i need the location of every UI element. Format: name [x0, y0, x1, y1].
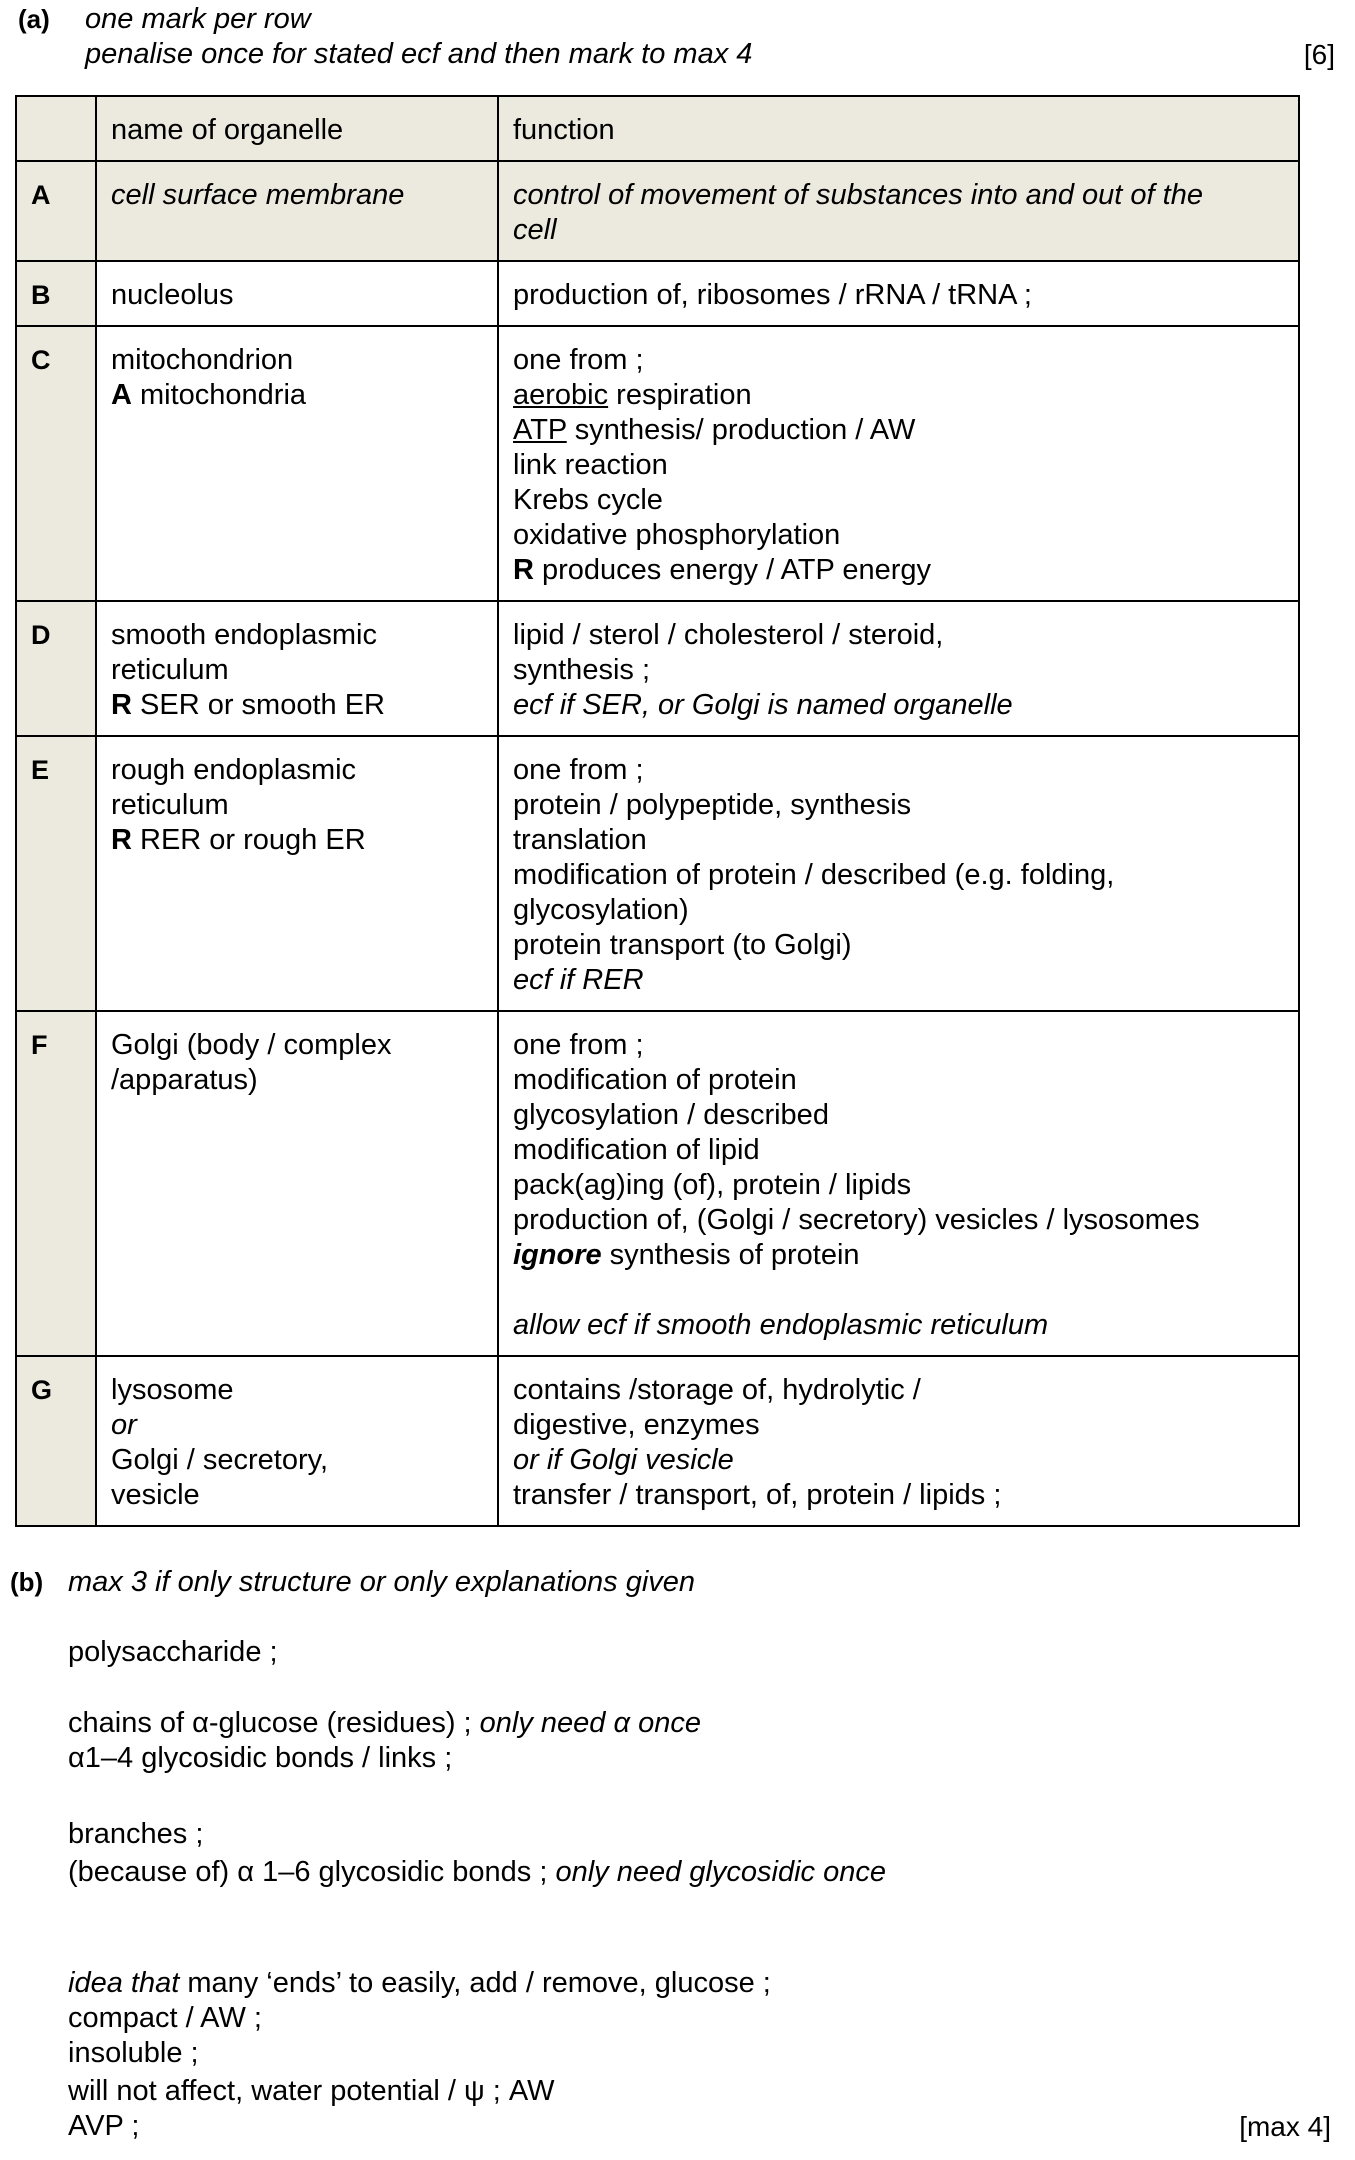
cell-line — [111, 178, 483, 213]
cell-line — [513, 1028, 1284, 1063]
cell-text: control of movement of substances into and out of the — [513, 179, 1203, 211]
cell-text: translation — [513, 824, 647, 856]
cell-text: cell — [513, 214, 557, 246]
row-letter: D — [16, 601, 96, 736]
organelle-name-cell — [96, 1011, 498, 1356]
organelle-name-cell — [96, 326, 498, 601]
cell-text: digestive, enzymes — [513, 1409, 760, 1441]
cell-text: rough endoplasmic — [111, 754, 357, 786]
cell-text: nucleolus — [111, 279, 234, 311]
cell-text: glycosylation) — [513, 894, 689, 926]
table-row-f — [16, 1011, 1299, 1356]
row-letter: F — [16, 1011, 96, 1356]
emphasis-bold: R — [111, 689, 132, 721]
cell-line — [111, 653, 483, 688]
cell-line — [111, 618, 483, 653]
cell-line — [513, 213, 1284, 248]
cell-text: mitochondria — [131, 379, 307, 411]
organelle-name-cell — [96, 601, 498, 736]
cell-text: reticulum — [111, 654, 229, 686]
cell-text: Golgi (body / complex — [111, 1029, 392, 1061]
table-row-g — [16, 1356, 1299, 1526]
cell-line — [111, 753, 483, 788]
cell-line — [513, 178, 1284, 213]
answer-alpha-1-4: α1–4 glycosidic bonds / links ; — [68, 1742, 453, 1774]
answer-alpha-glucose: chains of α-glucose (residues) ; only need α once — [68, 1707, 701, 1739]
answer-insoluble: insoluble ; — [68, 2037, 199, 2069]
cell-line — [513, 1133, 1284, 1168]
cell-line — [513, 688, 1284, 723]
cell-line — [513, 518, 1284, 553]
function-cell — [498, 261, 1299, 326]
cell-line — [513, 1098, 1284, 1133]
cell-line — [513, 1408, 1284, 1443]
cell-text: modification of protein / described (e.g. folding, — [513, 859, 1115, 891]
organelle-name-cell — [96, 161, 498, 261]
emphasis-bold-italic: ignore — [513, 1239, 602, 1271]
cell-line — [513, 963, 1284, 998]
cell-text: Golgi / secretory, — [111, 1444, 329, 1476]
cell-line — [513, 1238, 1284, 1273]
cell-line — [513, 1168, 1284, 1203]
cell-text: smooth endoplasmic — [111, 619, 377, 651]
organelle-name-cell — [96, 1356, 498, 1526]
cell-text: SER or smooth ER — [131, 689, 385, 721]
emphasis-underline: ATP — [513, 414, 567, 446]
part-b-marks: [max 4] — [1239, 2111, 1331, 2142]
cell-line — [513, 823, 1284, 858]
part-b-note: max 3 if only structure or only explanations given — [68, 1566, 696, 1598]
answer-many-ends: idea that many ‘ends’ to easily, add / remove, glucose ; — [68, 1967, 771, 1999]
part-a-marks: [6] — [1303, 39, 1335, 70]
cell-text: ecf if RER — [513, 964, 644, 996]
answer-alpha-1-6: (because of) α 1–6 glycosidic bonds ; only need glycosidic once — [68, 1856, 886, 1888]
organelle-table — [15, 95, 1300, 1527]
cell-line — [513, 553, 1284, 588]
cell-line — [111, 1478, 483, 1513]
cell-line — [513, 378, 1284, 413]
cell-text: produces energy / ATP energy — [533, 554, 932, 586]
cell-line — [111, 823, 483, 858]
part-a-note-2: penalise once for stated ecf and then mark to max 4 — [85, 38, 753, 70]
cell-text: allow ecf if smooth endoplasmic reticulum — [513, 1309, 1049, 1341]
cell-text: oxidative phosphorylation — [513, 519, 841, 551]
table-row-a — [16, 161, 1299, 261]
cell-text: production of, (Golgi / secretory) vesicles / lysosomes — [513, 1204, 1200, 1236]
function-cell — [498, 1356, 1299, 1526]
cell-text: production of, ribosomes / rRNA / tRNA ; — [513, 279, 1032, 311]
table-row-c — [16, 326, 1299, 601]
cell-line — [111, 688, 483, 723]
answer-compact: compact / AW ; — [68, 2002, 262, 2034]
cell-line — [513, 343, 1284, 378]
table-header-row — [16, 96, 1299, 161]
cell-line — [513, 653, 1284, 688]
cell-line — [111, 278, 483, 313]
cell-text: mitochondrion — [111, 344, 294, 376]
cell-text: Krebs cycle — [513, 484, 663, 516]
cell-line — [513, 278, 1284, 313]
organelle-name-cell — [96, 261, 498, 326]
cell-text: synthesis ; — [513, 654, 650, 686]
answer-water-potential: will not affect, water potential / ψ ; AW — [68, 2075, 555, 2107]
cell-text: transfer / transport, of, protein / lipids ; — [513, 1479, 1002, 1511]
answer-branches: branches ; — [68, 1818, 204, 1850]
part-b-label: (b) — [10, 1567, 44, 1597]
function-cell — [498, 1011, 1299, 1356]
organelle-name-cell — [96, 736, 498, 1011]
emphasis-underline: aerobic — [513, 379, 609, 411]
cell-line — [513, 1063, 1284, 1098]
cell-line — [111, 1063, 483, 1098]
cell-text: glycosylation / described — [513, 1099, 829, 1131]
cell-line — [513, 618, 1284, 653]
answer-polysaccharide: polysaccharide ; — [68, 1636, 278, 1668]
cell-line — [111, 343, 483, 378]
row-letter: G — [16, 1356, 96, 1526]
header-name: name of organelle — [96, 96, 498, 161]
cell-text: lysosome — [111, 1374, 234, 1406]
cell-text: one from ; — [513, 754, 644, 786]
answer-avp: AVP ; — [68, 2110, 140, 2142]
cell-text: respiration — [608, 379, 752, 411]
cell-line — [513, 893, 1284, 928]
function-cell — [498, 326, 1299, 601]
cell-line — [111, 378, 483, 413]
cell-line — [111, 1408, 483, 1443]
function-cell — [498, 601, 1299, 736]
row-letter: C — [16, 326, 96, 601]
cell-line — [513, 1373, 1284, 1408]
emphasis-bold: R — [513, 554, 534, 586]
cell-text: cell surface membrane — [111, 179, 405, 211]
cell-line — [513, 1443, 1284, 1478]
cell-text: reticulum — [111, 789, 229, 821]
cell-gap — [513, 1273, 1284, 1308]
cell-text: protein / polypeptide, synthesis — [513, 789, 912, 821]
table-row-e — [16, 736, 1299, 1011]
cell-line — [513, 1308, 1284, 1343]
cell-text: modification of lipid — [513, 1134, 760, 1166]
cell-line — [513, 483, 1284, 518]
cell-text: RER or rough ER — [131, 824, 366, 856]
function-cell — [498, 736, 1299, 1011]
cell-line — [513, 413, 1284, 448]
cell-text: synthesis of protein — [601, 1239, 860, 1271]
cell-line — [513, 858, 1284, 893]
cell-text: synthesis/ production / AW — [566, 414, 916, 446]
cell-line — [513, 1478, 1284, 1513]
row-letter: B — [16, 261, 96, 326]
header-blank — [16, 96, 96, 161]
part-a-label: (a) — [18, 4, 50, 34]
cell-line — [513, 788, 1284, 823]
row-letter: E — [16, 736, 96, 1011]
table-row-b — [16, 261, 1299, 326]
cell-line — [111, 788, 483, 823]
cell-line — [513, 928, 1284, 963]
cell-text: or — [111, 1409, 137, 1441]
emphasis-bold: A — [111, 379, 132, 411]
cell-line — [111, 1028, 483, 1063]
part-a-note-1: one mark per row — [85, 3, 311, 35]
cell-line — [513, 1203, 1284, 1238]
cell-text: one from ; — [513, 1029, 644, 1061]
cell-text: lipid / sterol / cholesterol / steroid, — [513, 619, 944, 651]
header-function: function — [498, 96, 1299, 161]
cell-text: /apparatus) — [111, 1064, 258, 1096]
table-row-d — [16, 601, 1299, 736]
cell-text: link reaction — [513, 449, 668, 481]
cell-text: contains /storage of, hydrolytic / — [513, 1374, 921, 1406]
cell-text: pack(ag)ing (of), protein / lipids — [513, 1169, 912, 1201]
cell-line — [513, 753, 1284, 788]
row-letter: A — [16, 161, 96, 261]
cell-line — [513, 448, 1284, 483]
cell-text: ecf if SER, or Golgi is named organelle — [513, 689, 1013, 721]
cell-text: one from ; — [513, 344, 644, 376]
cell-text: vesicle — [111, 1479, 200, 1511]
cell-line — [111, 1373, 483, 1408]
emphasis-bold: R — [111, 824, 132, 856]
function-cell — [498, 161, 1299, 261]
cell-text: modification of protein — [513, 1064, 797, 1096]
cell-text: or if Golgi vesicle — [513, 1444, 734, 1476]
cell-text: protein transport (to Golgi) — [513, 929, 852, 961]
cell-line — [111, 1443, 483, 1478]
